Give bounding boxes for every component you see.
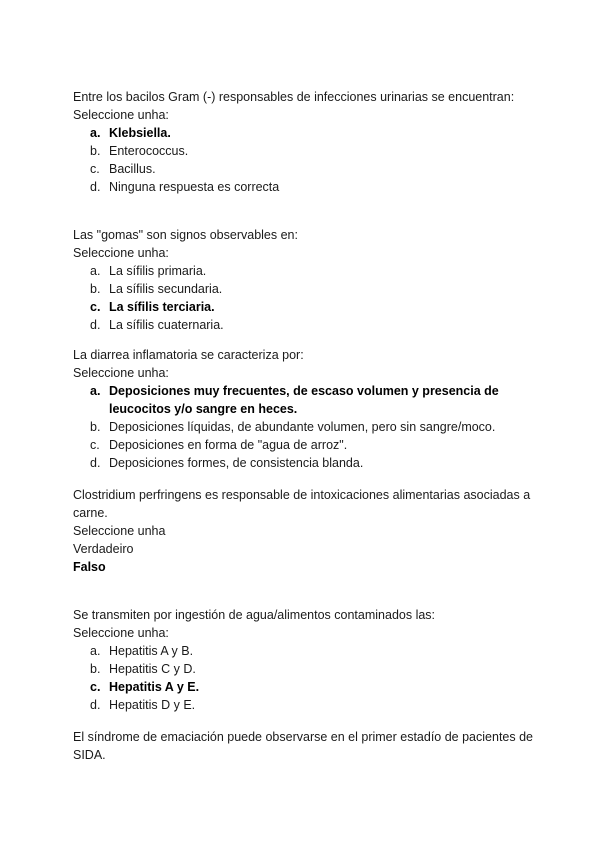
question-6 <box>73 728 533 764</box>
question-stem: Entre los bacilos Gram (-) responsables de infecciones urinarias se encuentran: <box>73 90 515 104</box>
question-1 <box>73 88 533 196</box>
option-true: Verdadeiro <box>73 542 134 556</box>
options-list <box>73 124 533 196</box>
question-stem: Se transmiten por ingestión de agua/alimentos contaminados las: <box>73 608 436 622</box>
question-prompt: Seleccione unha <box>73 524 166 538</box>
option-false: Falso <box>73 560 106 574</box>
question-4 <box>73 486 533 576</box>
option-b: b. Deposiciones líquidas, de abundante volumen, pero sin sangre/moco. <box>90 420 496 434</box>
options-list <box>73 382 533 472</box>
option-c: c. Deposiciones en forma de "agua de arroz". <box>90 438 348 452</box>
question-prompt: Seleccione unha: <box>73 626 169 640</box>
question-prompt: Seleccione unha: <box>73 366 169 380</box>
question-stem: El síndrome de emaciación puede observarse en el primer estadío de pacientes de SIDA. <box>73 730 533 762</box>
option-d: d. Ninguna respuesta es correcta <box>90 180 280 194</box>
option-a: a. Deposiciones muy frecuentes, de escaso volumen y presencia de leucocitos y/o sangre en heces. <box>90 384 499 416</box>
options-list <box>73 262 533 334</box>
question-5 <box>73 606 533 714</box>
option-b: b. Hepatitis C y D. <box>90 662 196 676</box>
question-2 <box>73 226 533 334</box>
option-a: a. Hepatitis A y B. <box>90 644 194 658</box>
option-a: a. Klebsiella. <box>90 126 171 140</box>
option-d: d. Hepatitis D y E. <box>90 698 196 712</box>
option-c: c. La sífilis terciaria. <box>90 300 215 314</box>
question-stem: Clostridium perfringens es responsable de intoxicaciones alimentarias asociadas a carne. <box>73 488 531 520</box>
question-stem: La diarrea inflamatoria se caracteriza por: <box>73 348 304 362</box>
question-prompt: Seleccione unha: <box>73 246 169 260</box>
option-b: b. Enterococcus. <box>90 144 189 158</box>
option-c: c. Hepatitis A y E. <box>90 680 200 694</box>
option-b: b. La sífilis secundaria. <box>90 282 223 296</box>
option-a: a. La sífilis primaria. <box>90 264 207 278</box>
question-3 <box>73 346 533 472</box>
question-prompt: Seleccione unha: <box>73 108 169 122</box>
option-d: d. Deposiciones formes, de consistencia blanda. <box>90 456 364 470</box>
option-c: c. Bacillus. <box>90 162 156 176</box>
question-stem: Las "gomas" son signos observables en: <box>73 228 298 242</box>
option-d: d. La sífilis cuaternaria. <box>90 318 224 332</box>
options-list <box>73 642 533 714</box>
